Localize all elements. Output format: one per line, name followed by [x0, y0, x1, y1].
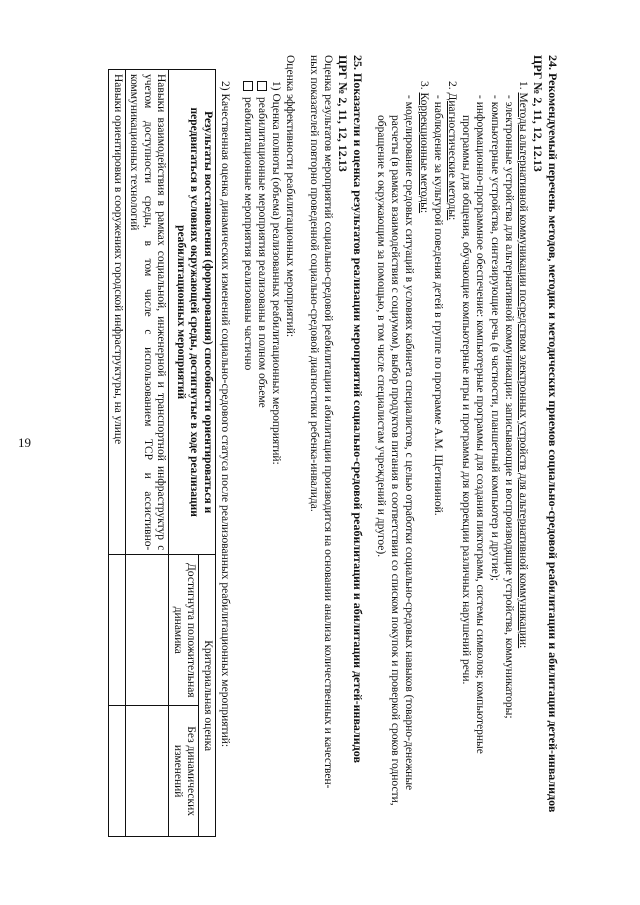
section-25-target-groups: ЦРГ № 2, 11, 12, 12.13: [335, 55, 350, 172]
list-item: - наблюдение за культурой поведения детей в группе по программе А.М. Щетининой.: [431, 95, 444, 516]
section-24-item-2: 2. Диагностические методы:: [445, 81, 458, 221]
checkbox-label: реабилитационные мероприятия реализованы в полном объеме: [255, 97, 268, 408]
table-cell: Навыки взаимодействия в рамках социальной, инженерной и транспортной инфраструктур с учетом доступности среды, в том числе с использованием ТСР и ассистивно-коммуникационных технологий: [125, 70, 169, 555]
table-cell-empty[interactable]: [125, 555, 169, 706]
checkbox-full-volume[interactable]: [255, 55, 269, 900]
completeness-subheading: 1) Оценка полноты (объема) реализованных реабилитационных мероприятий:: [270, 81, 283, 465]
section-24-target-groups: ЦРГ № 2, 11, 12, 12.13: [531, 55, 545, 172]
rotated-document-content: [50, 55, 560, 900]
evaluation-table: [108, 69, 216, 837]
list-item-continuation: программы для общения, обучающие компьютерные игры и программы для коррекции различных нарушений речи.: [460, 115, 473, 685]
list-item: - информационно-программное обеспечение: компьютерные программы для создания пиктограмм, системы символов; компьютерные: [474, 95, 487, 754]
checkbox-label: реабилитационные мероприятия реализованы частично: [241, 97, 254, 371]
section-25-intro: Оценка результатов мероприятий социально-средовой реабилитации и абилитации производится на основании анализа количественных и качествен-: [321, 55, 334, 789]
section-25-title: 25. Показатели и оценка результатов реализации мероприятий социально-средовой реабилитации и абилитации детей-инвалидов: [350, 55, 365, 763]
table-cell-empty[interactable]: [125, 706, 169, 837]
page-number: 19: [18, 435, 31, 450]
section-24-item-3: 3. Коррекционные методы:: [417, 81, 430, 214]
table-header-no-change: Без динамических изменений: [169, 706, 199, 837]
efficiency-heading: Оценка эффективности реабилитационных мероприятий:: [284, 55, 297, 338]
table-cell: Навыки ориентировки в сооружениях городской инфраструктуры, на улице: [109, 70, 126, 555]
checkbox-icon[interactable]: [257, 81, 267, 91]
section-24-item-1: 1. Методы альтернативной коммуникации посредством электронных устройств для альтернативной коммуникации:: [517, 81, 529, 649]
list-item: - компьютерные устройства, синтезирующие речь (в частности, планшетный компьютер и другие);: [488, 95, 501, 581]
section-24-title: 24. Рекомендуемый перечень методов, методик и методических приемов социально-средовой реабилитации и абилитации детей-инвалидов: [546, 55, 560, 813]
table-header-criterion: Критериальная оценка: [199, 555, 216, 837]
qualitative-subheading: 2) Качественная оценка динамических изменений социально-средового статуса после реализованных реабилитационных мероприятий:: [218, 81, 231, 748]
list-item: - моделирование средовых ситуаций в условиях кабинета специалистов, с целью отработки социально-средовых навыков (товарно-денежные: [403, 95, 416, 791]
table-cell-empty[interactable]: [109, 706, 126, 837]
checkbox-partial[interactable]: [241, 55, 255, 900]
table-row: [109, 70, 126, 837]
table-cell-empty[interactable]: [109, 555, 126, 706]
table-header-positive: Достигнута положительная динамика: [169, 555, 199, 706]
list-item-continuation: обращение к окружающим за помощью, в том числе специалистам учреждений и другое).: [374, 115, 387, 558]
table-row: [125, 70, 169, 837]
section-25-intro-continuation: ных показателей повторно проведенной социально-средовой диагностики ребенка-инвалида.: [307, 55, 320, 512]
list-item: - электронные устройства для альтернативной коммуникации: записывающие и воспроизводящие устройства, коммуникаторы;: [502, 95, 515, 719]
checkbox-icon[interactable]: [243, 81, 253, 91]
table-header-results: Результаты восстановления (формирования) способности ориентироваться и передвигаться в условиях окружающей среды, достигнутые в ходе реализации реабилитационных мероприятий: [169, 70, 216, 555]
list-item-continuation: расчеты (в рамках взаимодействия с социумом), выбор продуктов питания в соответствии со списком покупок и проверкой сроков годности,: [389, 115, 402, 806]
